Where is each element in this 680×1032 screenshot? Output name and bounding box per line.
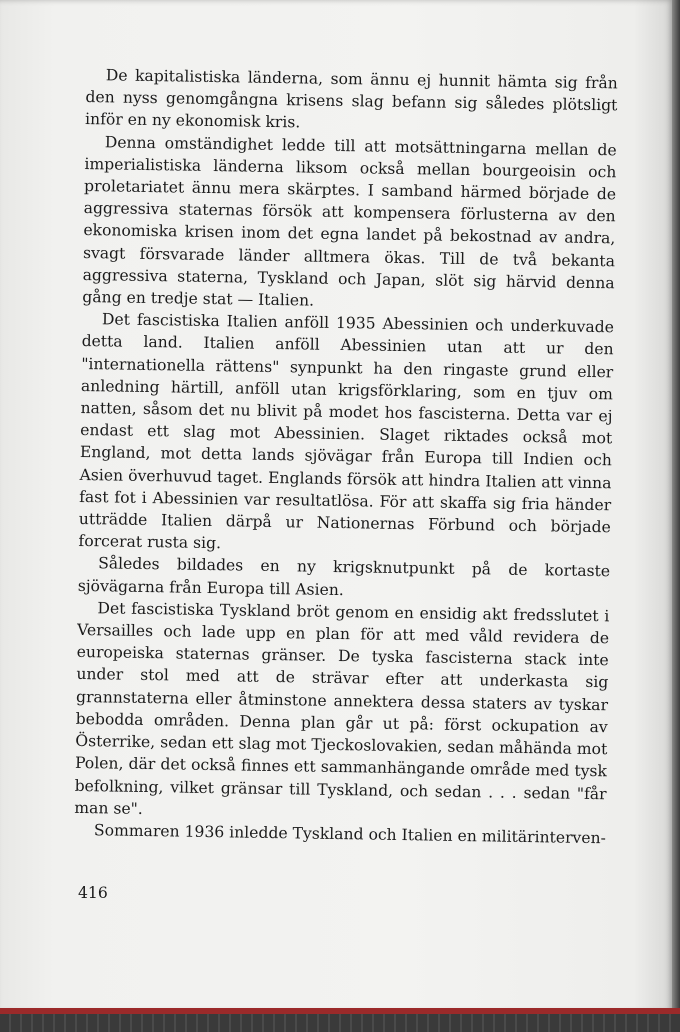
page-number: 416 (78, 884, 108, 902)
paragraph-1: De kapitalistiska länderna, som ännu ej hunnit hämta sig från den nyss genomgångna krisens slag befann sig således plötsligt inför en ny ekonomisk kris. (84, 66, 618, 132)
paragraph-4: Således bildades en ny krigsknutpunkt på de kortaste sjövägarna från Europa till Asien. (77, 554, 611, 599)
scan-ruler (0, 1014, 680, 1032)
paragraph-5: Det fascistiska Tyskland bröt genom en ensidig akt fredsslutet i Versailles och lade upp en plan för att med våld revidera de europeiska staternas gränser. De tyska fascisterna stack inte under stol med att de strävar efter att underkasta sig grannstaterna eller åtminstone annektera dessa staters av tyskar bebodda områden. Denna plan går ut på: först ockupation av Österrike, sedan ett slag mot Tjeckoslovakien, sedan måhända mot Polen, där det också finnes ett sammanhängande område med tysk befolkning, vilket gränsar till Tyskland, och sedan . . . sedan "får man se". (74, 599, 610, 818)
book-spine (672, 0, 680, 1012)
paragraph-3: Det fascistiska Italien anföll 1935 Abessinien och underkuvade detta land. Italien anföll Abessinien utan att ur den "internationella rättens" synpunkt ha den ringaste grund eller anledning härtill, anföll utan krigsförklaring, som en tjuv om natten, såsom det nu blivit på modet hos fascisterna. Detta var ej endast ett slag mot Abessinien. Slaget riktades också mot England, mot detta lands sjövägar från Europa till Indien och Asien överhuvud taget. Englands försök att hindra Italien att vinna fast fot i Abessinien var resultatlösa. För att skaffa sig fria händer utträdde Italien därpå ur Nationernas Förbund och började forcerat rusta sig. (78, 310, 615, 553)
paragraph-6: Sommaren 1936 inledde Tyskland och Italien en militärinterven- (93, 821, 607, 848)
paragraph-2: Denna omständighet ledde till att motsättningarna mellan de imperialistiska länderna liksom också mellan bourgeoisin och proletariatet ännu mera skärptes. I samband härmed började de aggressiva staternas försök att kompensera förlusterna av den ekonomiska krisen inom det egna landet på bekostnad av andra, svagt försvarade länder alltmera ökas. Till de två bekanta aggressiva staterna, Tyskland och Japan, slöt sig härvid denna gång en tredje stat — Italien. (82, 132, 617, 310)
body-text (74, 64, 618, 849)
